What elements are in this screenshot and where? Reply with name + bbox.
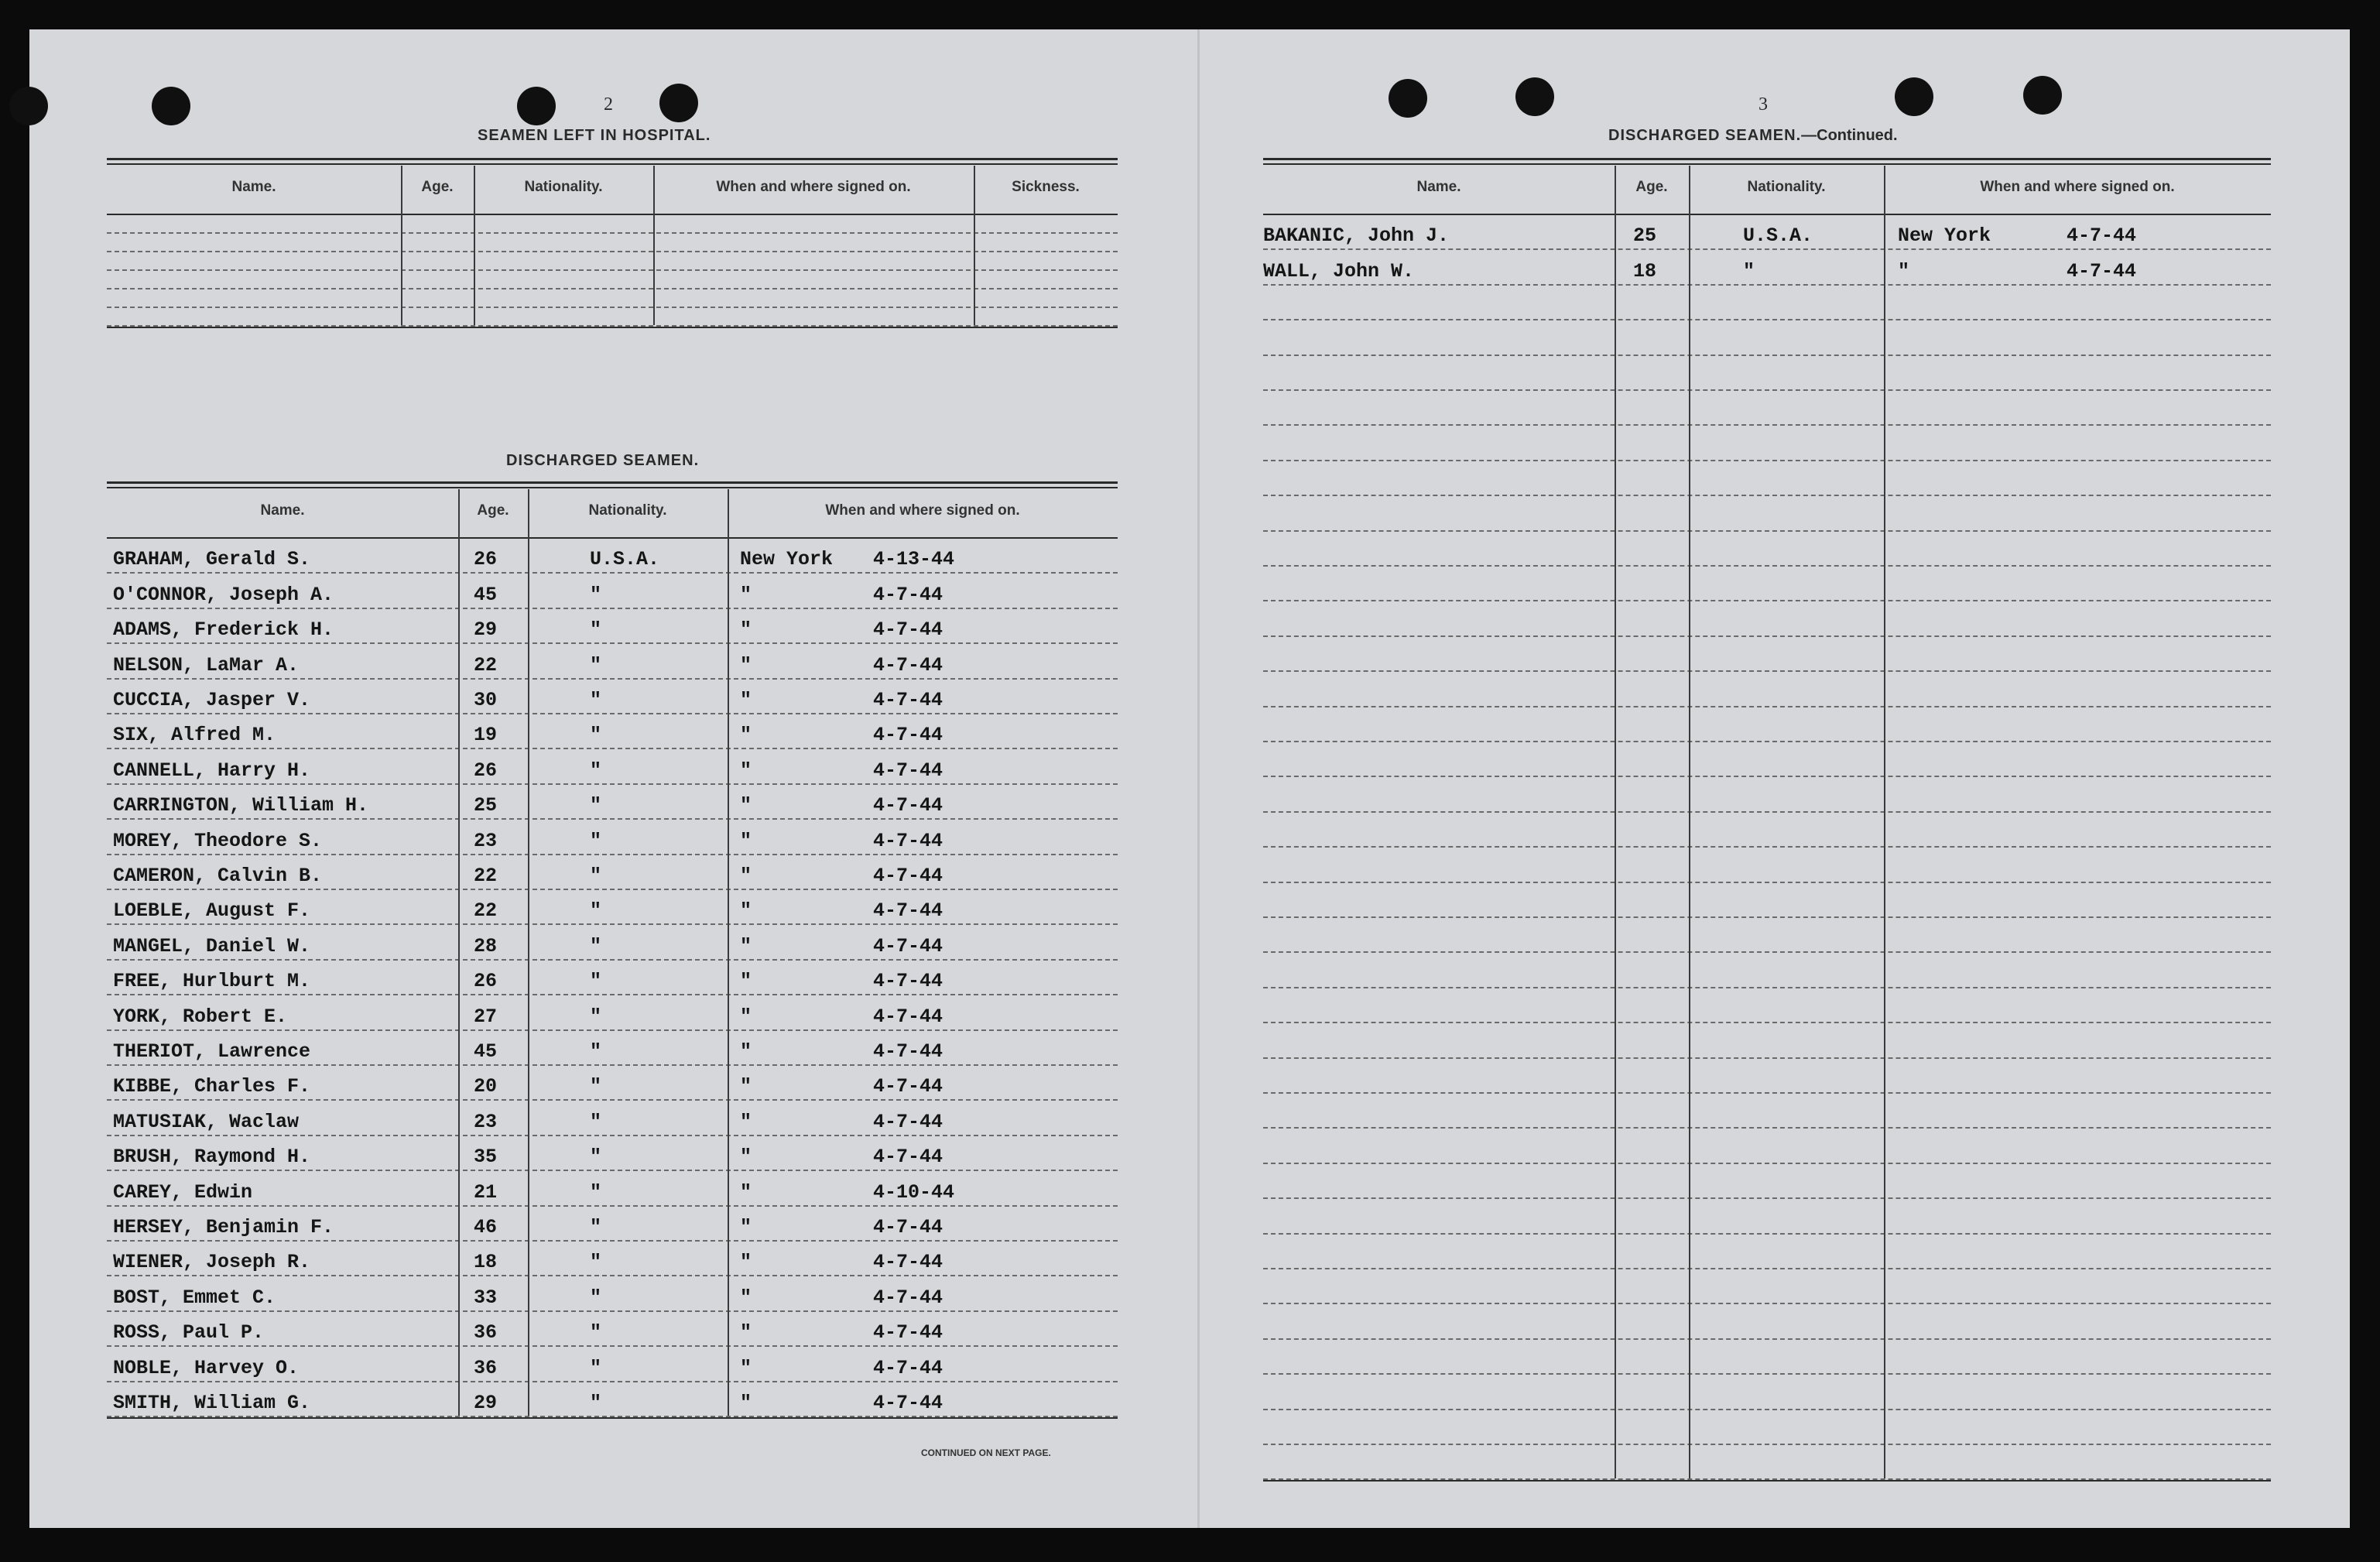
column-divider [653, 166, 655, 325]
binder-hole [659, 84, 698, 122]
table-row-line [107, 1275, 1118, 1276]
cell-place: " [740, 1321, 752, 1344]
table-row-line [1263, 1373, 2271, 1375]
cell-age: 25 [474, 794, 498, 817]
cell-name: CARRINGTON, William H. [113, 794, 369, 817]
cell-date: 4-7-44 [2067, 259, 2137, 283]
table-row-line [1263, 1444, 2271, 1445]
cell-date: 4-7-44 [873, 970, 943, 993]
cell-age: 26 [474, 970, 498, 993]
binder-hole [1389, 79, 1427, 118]
cell-name: BRUSH, Raymond H. [113, 1146, 311, 1169]
table-row-line [107, 1205, 1118, 1207]
cell-place: " [740, 934, 752, 957]
cell-age: 22 [474, 865, 498, 887]
page-number-left: 2 [604, 94, 613, 115]
cell-date: 4-7-44 [873, 1216, 943, 1238]
cell-place: " [740, 970, 752, 993]
cell-age: 22 [474, 653, 498, 677]
column-divider [474, 166, 475, 325]
cell-name: YORK, Robert E. [113, 1005, 288, 1028]
cell-nationality: " [590, 1110, 602, 1133]
continued-section-title-main: DISCHARGED SEAMEN. [1608, 127, 1802, 144]
table-row-line [107, 232, 1118, 234]
cell-date: 4-7-44 [873, 794, 943, 817]
cell-name: CAREY, Edwin [113, 1180, 253, 1204]
cell-age: 20 [474, 1075, 498, 1098]
table-bottom-rule [1263, 1480, 2271, 1482]
column-header: Name. [231, 179, 276, 195]
cell-date: 4-7-44 [873, 618, 943, 642]
cell-date: 4-7-44 [873, 1286, 943, 1309]
cell-nationality: " [590, 1146, 602, 1169]
cell-age: 21 [474, 1180, 498, 1204]
table-row-line [1263, 1233, 2271, 1235]
hospital-section-title: SEAMEN LEFT IN HOSPITAL. [478, 127, 711, 144]
cell-name: GRAHAM, Gerald S. [113, 548, 311, 571]
cell-name: CANNELL, Harry H. [113, 759, 311, 782]
table-row-line [1263, 1022, 2271, 1023]
column-header: Name. [1416, 179, 1461, 195]
cell-name: FREE, Hurlburt M. [113, 970, 311, 993]
table-top-rule [107, 487, 1118, 488]
column-header: When and where signed on. [716, 179, 911, 195]
cell-age: 36 [474, 1321, 498, 1344]
table-bottom-rule [107, 327, 1118, 328]
table-top-rule [107, 481, 1118, 484]
cell-date: 4-10-44 [873, 1180, 955, 1204]
cell-nationality: " [590, 794, 602, 817]
table-row-line [107, 1240, 1118, 1242]
table-row-line [107, 1064, 1118, 1066]
cell-nationality: " [590, 1075, 602, 1098]
cell-nationality: " [590, 934, 602, 957]
page-fold [1197, 29, 1200, 1528]
table-row-line [1263, 355, 2271, 356]
cell-age: 23 [474, 829, 498, 852]
cell-age: 19 [474, 724, 498, 747]
cell-nationality: U.S.A. [1743, 224, 1813, 248]
cell-date: 4-7-44 [873, 653, 943, 677]
cell-place: " [740, 1110, 752, 1133]
cell-date: 4-7-44 [873, 1075, 943, 1098]
cell-nationality: " [590, 865, 602, 887]
table-row-line [1263, 951, 2271, 953]
cell-name: KIBBE, Charles F. [113, 1075, 311, 1098]
cell-nationality: " [1743, 259, 1755, 283]
cell-date: 4-7-44 [873, 1321, 943, 1344]
table-row-line [1263, 600, 2271, 601]
table-top-rule [107, 163, 1118, 165]
table-top-rule [1263, 163, 2271, 165]
table-row-line [107, 1099, 1118, 1101]
column-divider [458, 489, 460, 1416]
cell-date: 4-7-44 [873, 759, 943, 782]
table-row-line [1263, 811, 2271, 813]
column-divider [401, 166, 402, 325]
column-header: When and where signed on. [1980, 179, 2175, 195]
cell-date: 4-13-44 [873, 548, 955, 571]
table-row-line [107, 1170, 1118, 1171]
table-row-line [1263, 635, 2271, 637]
cell-place: " [740, 1005, 752, 1028]
table-header-rule [1263, 214, 2271, 215]
cell-place: " [740, 1216, 752, 1238]
cell-place: " [740, 829, 752, 852]
binder-hole [517, 87, 556, 125]
discharged-section-title: DISCHARGED SEAMEN. [506, 452, 700, 469]
continued-note: CONTINUED ON NEXT PAGE. [921, 1447, 1051, 1458]
cell-date: 4-7-44 [873, 724, 943, 747]
table-row-line [107, 783, 1118, 785]
column-header: Nationality. [1747, 179, 1826, 195]
cell-name: SMITH, William G. [113, 1392, 311, 1414]
cell-place: " [740, 618, 752, 642]
table-row-line [107, 748, 1118, 749]
cell-date: 4-7-44 [873, 899, 943, 923]
cell-place: " [740, 899, 752, 923]
table-row-line [1263, 882, 2271, 883]
column-divider [528, 489, 529, 1416]
column-header: Sickness. [1012, 179, 1080, 195]
table-row-line [1263, 741, 2271, 742]
cell-date: 4-7-44 [873, 829, 943, 852]
cell-place: " [740, 865, 752, 887]
cell-name: THERIOT, Lawrence [113, 1040, 311, 1063]
binder-hole [9, 87, 48, 125]
cell-nationality: " [590, 618, 602, 642]
cell-date: 4-7-44 [873, 1251, 943, 1274]
continued-section-title [1608, 127, 1898, 145]
cell-name: CAMERON, Calvin B. [113, 865, 323, 887]
cell-age: 22 [474, 899, 498, 923]
cell-nationality: " [590, 1392, 602, 1414]
continued-section-title-suffix: —Continued. [1801, 127, 1898, 144]
cell-nationality: U.S.A. [590, 548, 660, 571]
table-row-line [107, 678, 1118, 680]
table-row-line [1263, 319, 2271, 320]
table-row-line [107, 1345, 1118, 1347]
column-header: When and where signed on. [825, 502, 1020, 519]
page-number-right: 3 [1758, 94, 1768, 115]
cell-nationality: " [590, 1040, 602, 1063]
cell-age: 33 [474, 1286, 498, 1309]
table-row-line [1263, 495, 2271, 496]
cell-place: New York [740, 548, 834, 571]
table-row-line [107, 307, 1118, 308]
table-row-line [107, 269, 1118, 271]
table-row-line [1263, 1338, 2271, 1340]
table-row-line [107, 251, 1118, 252]
cell-nationality: " [590, 899, 602, 923]
table-top-rule [107, 158, 1118, 160]
cell-age: 36 [474, 1356, 498, 1379]
cell-name: BAKANIC, John J. [1263, 224, 1450, 248]
cell-age: 25 [1633, 224, 1657, 248]
cell-date: 4-7-44 [873, 583, 943, 606]
table-row-line [1263, 1163, 2271, 1164]
cell-name: CUCCIA, Jasper V. [113, 689, 311, 711]
table-row-line [1263, 706, 2271, 707]
cell-date: 4-7-44 [873, 1110, 943, 1133]
cell-nationality: " [590, 970, 602, 993]
table-row-line [1263, 1409, 2271, 1410]
binder-hole [1515, 77, 1554, 116]
table-row-line [1263, 389, 2271, 391]
cell-nationality: " [590, 724, 602, 747]
cell-nationality: " [590, 1005, 602, 1028]
table-row-line [1263, 1197, 2271, 1199]
cell-date: 4-7-44 [873, 934, 943, 957]
cell-date: 4-7-44 [2067, 224, 2137, 248]
cell-place: " [740, 1356, 752, 1379]
table-row-line [1263, 846, 2271, 848]
cell-age: 46 [474, 1216, 498, 1238]
table-row-line [1263, 530, 2271, 532]
table-row-line [107, 1135, 1118, 1136]
binder-hole [2023, 76, 2062, 115]
column-header: Age. [421, 179, 454, 195]
table-row-line [107, 923, 1118, 925]
table-row-line [1263, 424, 2271, 426]
table-row-line [1263, 248, 2271, 250]
table-row-line [1263, 916, 2271, 918]
table-header-rule [107, 537, 1118, 539]
cell-nationality: " [590, 653, 602, 677]
table-row-line [1263, 987, 2271, 988]
cell-date: 4-7-44 [873, 1146, 943, 1169]
cell-name: MATUSIAK, Waclaw [113, 1110, 300, 1133]
cell-name: BOST, Emmet C. [113, 1286, 276, 1309]
cell-name: MANGEL, Daniel W. [113, 934, 311, 957]
column-header: Nationality. [524, 179, 603, 195]
cell-place: " [740, 794, 752, 817]
table-row-line [107, 1029, 1118, 1031]
cell-name: ROSS, Paul P. [113, 1321, 265, 1344]
table-header-rule [107, 214, 1118, 215]
cell-nationality: " [590, 583, 602, 606]
column-divider [1884, 166, 1885, 1478]
table-row-line [1263, 776, 2271, 777]
column-header: Nationality. [588, 502, 667, 519]
cell-date: 4-7-44 [873, 1040, 943, 1063]
cell-name: WIENER, Joseph R. [113, 1251, 311, 1274]
cell-nationality: " [590, 1321, 602, 1344]
table-row-line [107, 818, 1118, 820]
cell-age: 35 [474, 1146, 498, 1169]
table-row-line [1263, 1057, 2271, 1059]
cell-date: 4-7-44 [873, 1356, 943, 1379]
cell-nationality: " [590, 1216, 602, 1238]
cell-date: 4-7-44 [873, 1392, 943, 1414]
cell-place: " [740, 1075, 752, 1098]
table-row-line [107, 288, 1118, 289]
column-divider [1615, 166, 1616, 1478]
cell-nationality: " [590, 1251, 602, 1274]
cell-date: 4-7-44 [873, 865, 943, 887]
table-row-line [1263, 1092, 2271, 1094]
cell-date: 4-7-44 [873, 1005, 943, 1028]
column-header: Age. [477, 502, 509, 519]
column-divider [728, 489, 729, 1416]
table-top-rule [1263, 158, 2271, 160]
cell-name: NOBLE, Harvey O. [113, 1356, 300, 1379]
cell-name: ADAMS, Frederick H. [113, 618, 334, 642]
cell-nationality: " [590, 1286, 602, 1309]
table-row-line [1263, 1303, 2271, 1304]
table-row-line [107, 713, 1118, 714]
table-row-line [107, 959, 1118, 961]
cell-age: 29 [474, 618, 498, 642]
cell-age: 18 [474, 1251, 498, 1274]
cell-age: 18 [1633, 259, 1657, 283]
table-row-line [107, 1310, 1118, 1312]
table-row-line [107, 1381, 1118, 1382]
table-row-line [107, 642, 1118, 644]
cell-place: " [740, 1180, 752, 1204]
table-row-line [1263, 284, 2271, 286]
cell-age: 23 [474, 1110, 498, 1133]
cell-place: New York [1898, 224, 1991, 248]
cell-place: " [740, 653, 752, 677]
table-row-line [107, 608, 1118, 609]
cell-name: WALL, John W. [1263, 259, 1415, 283]
cell-place: " [740, 1040, 752, 1063]
cell-place: " [740, 689, 752, 711]
table-row-line [107, 572, 1118, 574]
column-divider [974, 166, 975, 325]
cell-nationality: " [590, 1356, 602, 1379]
cell-date: 4-7-44 [873, 689, 943, 711]
cell-age: 30 [474, 689, 498, 711]
cell-name: SIX, Alfred M. [113, 724, 276, 747]
cell-name: LOEBLE, August F. [113, 899, 311, 923]
cell-place: " [740, 583, 752, 606]
table-row-line [1263, 670, 2271, 672]
table-row-line [1263, 460, 2271, 461]
cell-age: 26 [474, 548, 498, 571]
cell-place: " [740, 759, 752, 782]
binder-hole [152, 87, 190, 125]
column-header: Age. [1635, 179, 1668, 195]
cell-place: " [740, 724, 752, 747]
table-row-line [1263, 565, 2271, 567]
cell-place: " [1898, 259, 1910, 283]
cell-age: 29 [474, 1392, 498, 1414]
binder-hole [1895, 77, 1933, 116]
cell-place: " [740, 1251, 752, 1274]
table-row-line [1263, 1127, 2271, 1129]
cell-name: HERSEY, Benjamin F. [113, 1216, 334, 1238]
cell-place: " [740, 1286, 752, 1309]
cell-age: 27 [474, 1005, 498, 1028]
table-row-line [107, 889, 1118, 890]
cell-name: MOREY, Theodore S. [113, 829, 323, 852]
table-row-line [107, 994, 1118, 995]
cell-nationality: " [590, 759, 602, 782]
table-bottom-rule [107, 1417, 1118, 1419]
cell-age: 45 [474, 1040, 498, 1063]
cell-name: NELSON, LaMar A. [113, 653, 300, 677]
cell-nationality: " [590, 689, 602, 711]
table-row-line [107, 854, 1118, 855]
column-divider [1689, 166, 1690, 1478]
table-row-line [1263, 1268, 2271, 1269]
cell-age: 45 [474, 583, 498, 606]
cell-place: " [740, 1146, 752, 1169]
cell-nationality: " [590, 1180, 602, 1204]
cell-age: 26 [474, 759, 498, 782]
cell-name: O'CONNOR, Joseph A. [113, 583, 334, 606]
column-header: Name. [260, 502, 305, 519]
cell-nationality: " [590, 829, 602, 852]
cell-place: " [740, 1392, 752, 1414]
cell-age: 28 [474, 934, 498, 957]
